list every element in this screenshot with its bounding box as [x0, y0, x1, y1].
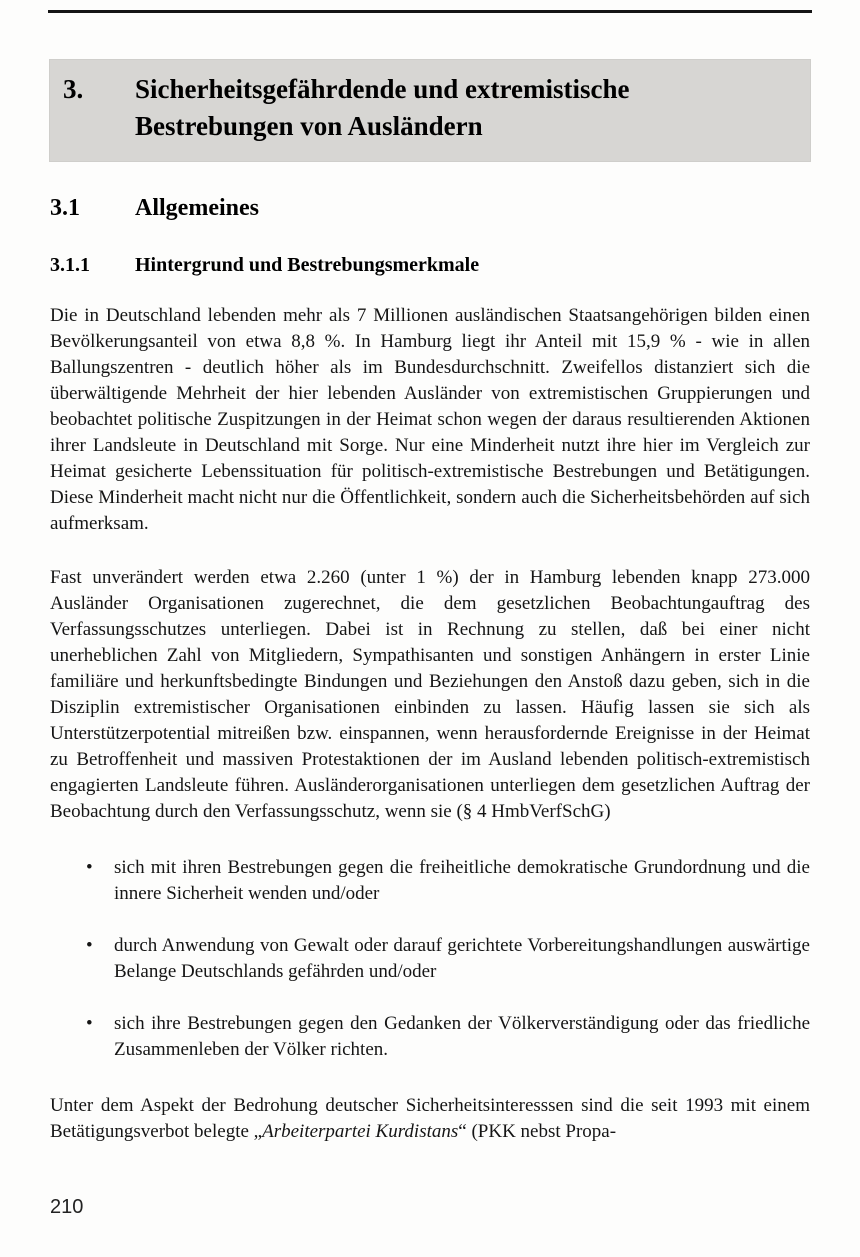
bullet-text: sich ihre Bestrebungen gegen den Gedanken der Völkerverständigung oder das friedliche Zusammenleben der Völker richten. [114, 1013, 810, 1060]
closing-emphasis: Arbeiterpartei Kurdistans [262, 1121, 459, 1142]
paragraph-population: Die in Deutschland lebenden mehr als 7 Millionen ausländischen Staatsangehörigen bilden einen Bevölkerungsanteil von etwa 8,8 %. In Hamburg liegt ihr Anteil mit 15,9 % - wie in allen Ballungszentren - deutlich höher als im Bundesdurchschnitt. Zweifellos distanziert sich die überwältigende Mehrheit der hier lebenden Ausländer von extremistischen Gruppierungen und beobachtet politische Zuspitzungen in der Heimat schon wegen der daraus resultierenden Aktionen ihrer Landsleute in Deutschland mit Sorge. Nur eine Minderheit nutzt ihre hier im Vergleich zur Heimat gesicherte Lebenssituation für politisch-extremistische Bestrebungen und Betätigungen. Diese Minderheit macht nicht nur die Öffentlichkeit, sondern auch die Sicherheitsbehörden auf sich aufmerksam. [50, 305, 810, 534]
bullet-icon: • [86, 935, 93, 956]
bullet-text: durch Anwendung von Gewalt oder darauf gerichtete Vorbereitungshandlungen auswärtige Belange Deutschlands gefährden und/oder [114, 935, 810, 982]
bullet-text: sich mit ihren Bestrebungen gegen die freiheitliche demokratische Grundordnung und die innere Sicherheit wenden und/oder [114, 857, 810, 904]
criteria-bullet-list [50, 855, 810, 1063]
list-item [86, 933, 810, 985]
section-heading-3-1 [50, 195, 810, 222]
closing-tail: “ (PKK nebst Propa- [458, 1121, 617, 1142]
paragraph-organisations: Fast unverändert werden etwa 2.260 (unter 1 %) der in Hamburg lebenden knapp 273.000 Ausländer Organisationen zugerechnet, die dem gesetzlichen Beobachtungauftrag des Verfassungsschutzes unterliegen. Dabei ist in Rechnung zu stellen, daß bei einer nicht unerheblichen Zahl von Mitgliedern, Sympathisanten und sonstigen Anhängern in erster Linie familiäre und herkunftsbedingte Bindungen und Beziehungen den Anstoß dazu geben, sich in die Disziplin extremistischer Organisationen einbinden zu lassen. Häufig lassen sie sich als Unterstützerpotential mitreißen bzw. einspannen, wenn herausfordernde Ereignisse in der Heimat zu Betroffenheit und massiven Protestaktionen der im Ausland lebenden politisch-extremistisch engagierten Landsleute führen. Ausländerorganisationen unterliegen dem gesetzlichen Auftrag der Beobachtung durch den Verfassungsschutz, wenn sie (§ 4 HmbVerfSchG) [50, 567, 810, 822]
list-item [86, 1011, 810, 1063]
section-title: Allgemeines [135, 195, 259, 221]
chapter-number: 3. [63, 74, 84, 104]
section-number: 3.1 [50, 195, 80, 221]
subsection-title: Hintergrund und Bestrebungsmerkmale [135, 254, 480, 276]
chapter-heading [50, 60, 810, 161]
page-number: 210 [50, 1196, 84, 1218]
subsection-number: 3.1.1 [50, 254, 90, 276]
bullet-icon: • [86, 1013, 93, 1034]
closing-lead: Unter dem Aspekt der Bedrohung deutscher Sicherheitsinteresssen sind die seit 1993 mit einem Betätigungsverbot belegte „ [50, 1095, 810, 1142]
top-rule [48, 10, 812, 13]
list-item [86, 855, 810, 907]
paragraph-closing [50, 1093, 810, 1145]
subsection-heading-3-1-1 [50, 254, 810, 277]
chapter-title: Sicherheitsgefährdende und extremistische Bestrebungen von Ausländern [135, 74, 630, 141]
bullet-icon: • [86, 857, 93, 878]
